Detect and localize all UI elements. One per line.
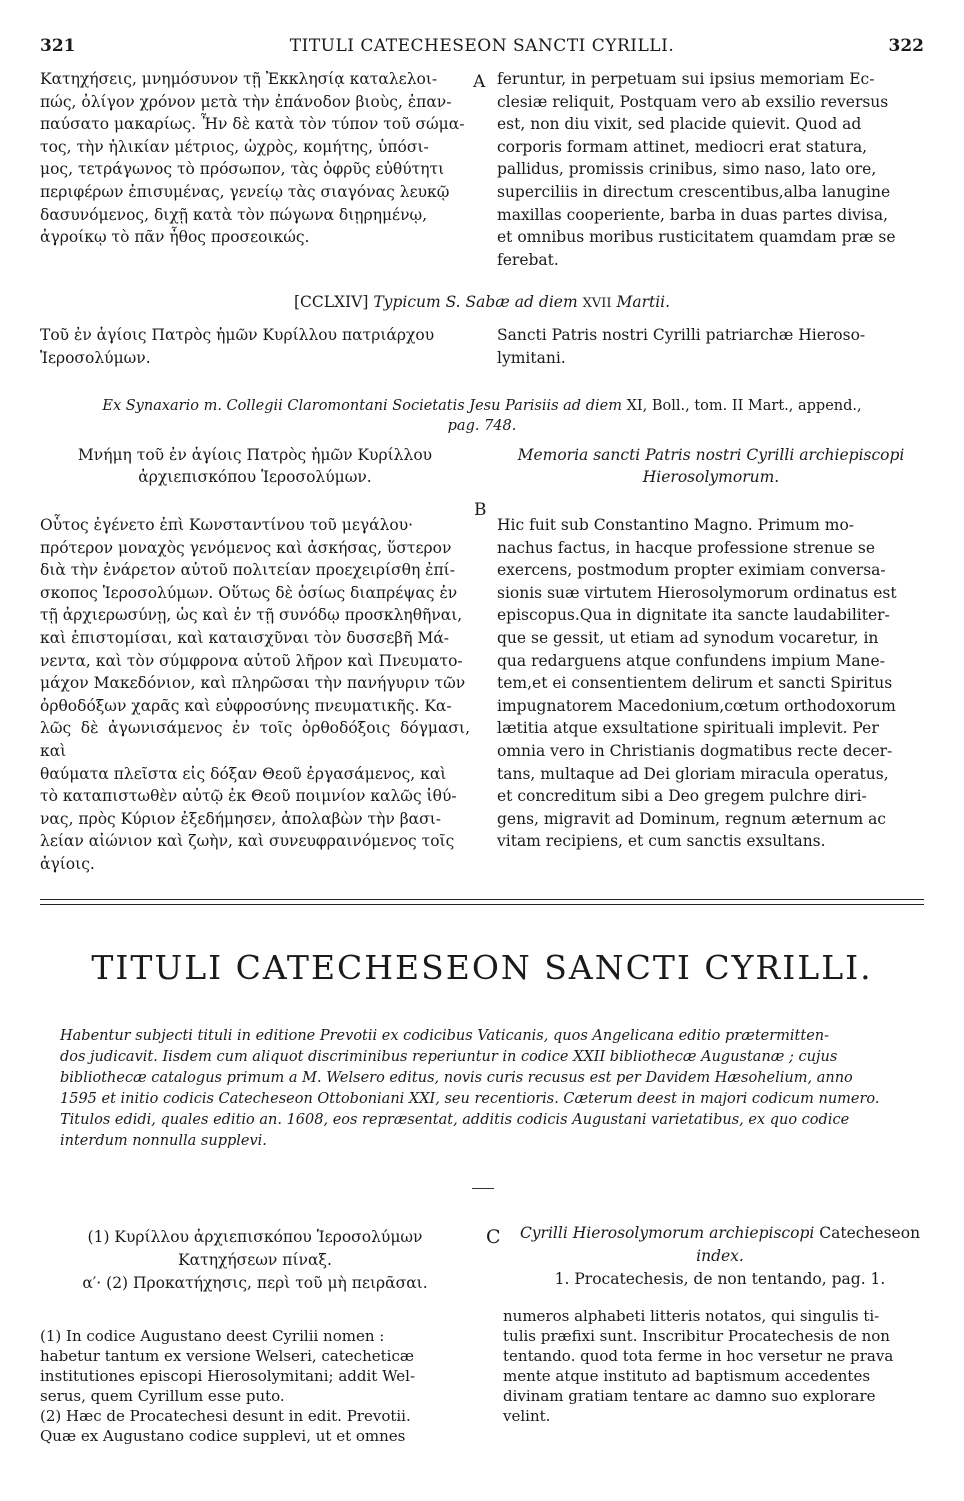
text-line: episcopus.Qua in dignitate ita sancte laudabiliter- <box>497 606 890 625</box>
synaxarium-text: Ex Synaxario m. Collegii Claromontani Societatis Jesu Parisiis ad diem <box>102 398 622 414</box>
text-line: bibliothecæ catalogus primum a M. Welsero editus, novis curis recusus est per Davidem Hæsohelium, anno <box>60 1070 853 1086</box>
footnote-line: velint. <box>503 1407 551 1425</box>
text-line: ἀρχιεπισκόπου Ἱεροσολύμων. <box>138 468 372 486</box>
typicum-heading <box>40 293 924 311</box>
text-line: gens, migravit ad Dominum, regnum æternum ac <box>497 809 886 828</box>
synaxarium-source <box>40 396 924 436</box>
section-divider-top <box>40 899 924 900</box>
footnote-line: habetur tantum ex versione Welseri, catecheticæ <box>40 1347 414 1365</box>
text-line: πρότερον μοναχὸς γενόμενος καὶ ἀσκήσας, ὕστερον <box>40 538 452 557</box>
text-line: λείαν αἰώνιον καὶ ζωὴν, καὶ συνευφραινόμενος τοῖς <box>40 832 455 851</box>
text-line: superciliis in directum crescentibus,alba lanugine <box>497 182 891 201</box>
text-line: qua redarguens atque confundens impium Mane- <box>497 651 885 670</box>
text-line: est, non diu vixit, sed placide quievit. Quod ad <box>497 115 862 134</box>
typicum-title: Typicum S. Sabæ ad diem <box>373 293 578 311</box>
text-line: 1. Procatechesis, de non tentando, pag. 1. <box>554 1270 886 1288</box>
text-line: lymitani. <box>497 348 566 367</box>
text-line: 1595 et initio codicis Catecheseon Ottoboniani XXI, seu recentioris. Cæterum deest in majori codicum numero. <box>60 1091 880 1107</box>
text-line: lætitia atque exsultatione spirituali implevit. Per <box>497 719 879 738</box>
footnote-line: (1) In codice Augustano deest Cyrilii nomen : <box>40 1327 385 1345</box>
text-line: σκοπος Ἱεροσολύμων. Οὕτως δὲ ὁσίως διαπρέψας ἐν <box>40 583 458 602</box>
footnotes-left <box>40 1326 482 1446</box>
typicum-month: Martii. <box>616 293 671 311</box>
text-line: μος, τετράγωνος τὸ πρόσωπον, τὰς ὀφρῦς εὐθύτητι <box>40 160 445 179</box>
text-line: Habentur subjecti tituli in editione Prevotii ex codicibus Vaticanis, quos Angelicana editio prætermitten- <box>60 1028 830 1044</box>
text-line: νεντα, καὶ τὸν σύμφρονα αὐτοῦ λῆρον καὶ Πνευματο- <box>40 651 463 670</box>
short-divider <box>472 1188 494 1189</box>
text-line: feruntur, in perpetuam sui ipsius memoriam Ec- <box>497 70 875 88</box>
margin-letter-c: C <box>486 1226 501 1248</box>
margin-letter-a: A <box>473 72 486 92</box>
text-line: Ἱεροσολύμων. <box>40 348 151 367</box>
synaxarium-line1 <box>40 396 924 416</box>
footnote-line: numeros alphabeti litteris notatos, qui singulis ti- <box>503 1307 880 1325</box>
page-number-right: 322 <box>888 36 924 56</box>
text-line: ἁγίοις. <box>40 854 95 873</box>
text-line: τος, τὴν ἡλικίαν μέτριος, ὠχρὸς, κομήτης, ὑπόσι- <box>40 137 429 156</box>
text-line: Κατηχήσεων πίναξ. <box>178 1251 332 1269</box>
text-line: dos judicavit. Iisdem cum aliquot discriminibus reperiuntur in codice XXII bibliothecæ Augustanæ ; cujus <box>60 1049 838 1065</box>
running-title: TITULI CATECHESEON SANCTI CYRILLI. <box>289 36 675 56</box>
text-line: τὸ καταπιστωθὲν αὐτῷ ἐκ Θεοῦ ποιμνίον καλῶς ἰθύ- <box>40 787 457 806</box>
text-line: καὶ ἐπιστομίσαι, καὶ καταισχῦναι τὸν δυσσεβῆ Μά- <box>40 628 450 647</box>
text-line: τῇ ἀρχιερωσύνῃ, ὡς καὶ ἐν τῇ συνόδῳ προσκληθῆναι, <box>40 606 463 625</box>
text-line: δασυνόμενος, διχῇ κατὰ τὸν πώγωνα διῃρημένῳ, <box>40 205 428 224</box>
text-line: ferebat. <box>497 250 559 269</box>
text-line: ὀρθοδόξων χαρᾶς καὶ εὐφροσύνης πνευματικῆς. Κα- <box>40 696 452 715</box>
footnote-line: mente atque instituto ad baptismum accedentes <box>503 1367 871 1385</box>
text-line: Τοῦ ἐν ἁγίοις Πατρὸς ἡμῶν Κυρίλλου πατριάρχου <box>40 326 435 344</box>
text-line: tans, multaque ad Dei gloriam miracula operatus, <box>497 764 889 783</box>
index-title-roman: Catecheseon <box>819 1224 921 1242</box>
text-line: Hierosolymorum. <box>642 468 780 486</box>
text-line: corporis formam attinet, mediocri erat statura, <box>497 137 868 156</box>
text-line: θαύματα πλεῖστα εἰς δόξαν Θεοῦ ἐργασάμενος, καὶ <box>40 764 447 783</box>
greek-text-section2 <box>40 324 470 369</box>
footnote-line: tulis præfixi sunt. Inscribitur Procatechesis de non <box>503 1327 890 1345</box>
latin-index-heading <box>505 1222 935 1291</box>
greek-text-section3 <box>40 514 470 876</box>
latin-text-section3 <box>497 514 925 853</box>
intro-paragraph <box>60 1026 928 1152</box>
latin-heading-section3 <box>497 444 925 488</box>
text-line: que se gessit, ut etiam ad synodum vocaretur, in <box>497 628 879 647</box>
latin-text-section1 <box>497 68 925 271</box>
text-line: vitam recipiens, et cum sanctis exsultans. <box>497 832 826 851</box>
greek-index-heading <box>40 1226 470 1295</box>
text-line: ἀγροίκῳ τὸ πᾶν ἦθος προσεοικώς. <box>40 228 310 247</box>
footnote-line: divinam gratiam tentare ac damno suo explorare <box>503 1387 876 1405</box>
text-line: maxillas cooperiente, barba in duas partes divisa, <box>497 205 889 224</box>
footnote-line: serus, quem Cyrillum esse puto. <box>40 1387 285 1405</box>
text-line: Κατηχήσεις, μνημόσυνον τῇ Ἐκκλησίᾳ καταλελοι- <box>40 70 438 88</box>
text-line: index. <box>696 1247 744 1265</box>
margin-letter-b: B <box>474 500 487 520</box>
text-line: tem,et ei consentientem delirum et sancti Spiritus <box>497 674 893 693</box>
text-line: πώς, ὀλίγον χρόνον μετὰ τὴν ἐπάνοδον βιοὺς, ἐπαν- <box>40 92 452 111</box>
text-line: διὰ τὴν ἐνάρετον αὐτοῦ πολιτείαν προεχειρίσθη ἐπί- <box>40 561 455 580</box>
text-line: παύσατο μακαρίως. Ἦν δὲ κατὰ τὸν τύπον τοῦ σώμα- <box>40 115 465 134</box>
footnotes-right <box>503 1306 927 1426</box>
text-line: et concreditum sibi a Deo gregem pulchre diri- <box>497 787 867 806</box>
index-title-italic: Cyrilli Hierosolymorum archiepiscopi <box>519 1224 815 1242</box>
text-line: sionis suæ virtutem Hierosolymorum ordinatus est <box>497 583 897 602</box>
text-line: et omnibus moribus rusticitatem quamdam præ se <box>497 228 896 247</box>
index-title-line <box>505 1222 935 1245</box>
synaxarium-line2: pag. 748. <box>447 418 517 434</box>
main-section-title: TITULI CATECHESEON SANCTI CYRILLI. <box>91 948 873 987</box>
running-header <box>40 36 924 62</box>
text-line: (1) Κυρίλλου ἀρχιεπισκόπου Ἱεροσολύμων <box>87 1228 423 1246</box>
text-line: Μνήμη τοῦ ἐν ἁγίοις Πατρὸς ἡμῶν Κυρίλλου <box>77 446 433 464</box>
footnote-line: institutiones episcopi Hierosolymitani; addit Wel- <box>40 1367 416 1385</box>
typicum-day: XVII <box>582 296 612 311</box>
text-line: impugnatorem Macedonium,cœtum orthodoxorum <box>497 696 896 715</box>
footnote-line: (2) Hæc de Procatechesi desunt in edit. Prevotii. <box>40 1407 411 1425</box>
footnote-line: Quæ ex Augustano codice supplevi, ut et omnes <box>40 1427 406 1445</box>
text-line: λῶς δὲ ἀγωνισάμενος ἐν τοῖς ὀρθοδόξοις δόγμασι, καὶ <box>40 719 470 760</box>
page-number-left: 321 <box>40 36 76 56</box>
text-line: pallidus, promissis crinibus, simo naso, lato ore, <box>497 160 877 179</box>
text-line: Memoria sancti Patris nostri Cyrilli archiepiscopi <box>517 446 905 464</box>
text-line: μάχον Μακεδόνιον, καὶ πληρῶσαι τὴν πανήγυριν τῶν <box>40 674 466 693</box>
greek-text-section1 <box>40 68 470 249</box>
text-line: clesiæ reliquit, Postquam vero ab exsilio reversus <box>497 92 889 111</box>
typicum-number: [CCLXIV] <box>293 293 369 311</box>
text-line: περιφέρων ἐπισυμένας, γενείῳ τὰς σιαγόνας λευκῷ <box>40 182 450 201</box>
text-line: interdum nonnulla supplevi. <box>60 1133 267 1149</box>
text-line: Sancti Patris nostri Cyrilli patriarchæ Hieroso- <box>497 326 866 344</box>
text-line: α′· (2) Προκατήχησις, περὶ τοῦ μὴ πειρᾶσαι. <box>82 1274 428 1292</box>
text-line: Hic fuit sub Constantino Magno. Primum mo- <box>497 516 855 534</box>
section-divider-bottom <box>40 904 924 905</box>
text-line: Οὗτος ἐγένετο ἐπὶ Κωνσταντίνου τοῦ μεγάλου· <box>40 516 414 534</box>
greek-heading-section3 <box>40 444 470 488</box>
latin-text-section2 <box>497 324 925 369</box>
footnote-line: tentando. quod tota ferme in hoc versetur ne prava <box>503 1347 894 1365</box>
text-line: νας, πρὸς Κύριον ἐξεδήμησεν, ἀπολαβὼν τὴν βασι- <box>40 809 442 828</box>
text-line: exercens, postmodum propter eximiam conversa- <box>497 561 886 580</box>
synaxarium-ref: XI, Boll., tom. II Mart., append., <box>626 398 862 414</box>
text-line: omnia vero in Christianis dogmatibus recte decer- <box>497 741 893 760</box>
text-line: nachus factus, in hacque professione strenue se <box>497 538 876 557</box>
text-line: Titulos edidi, quales editio an. 1608, eos repræsentat, additis codicis Augustani varietatibus, ex quo codice <box>60 1112 850 1128</box>
